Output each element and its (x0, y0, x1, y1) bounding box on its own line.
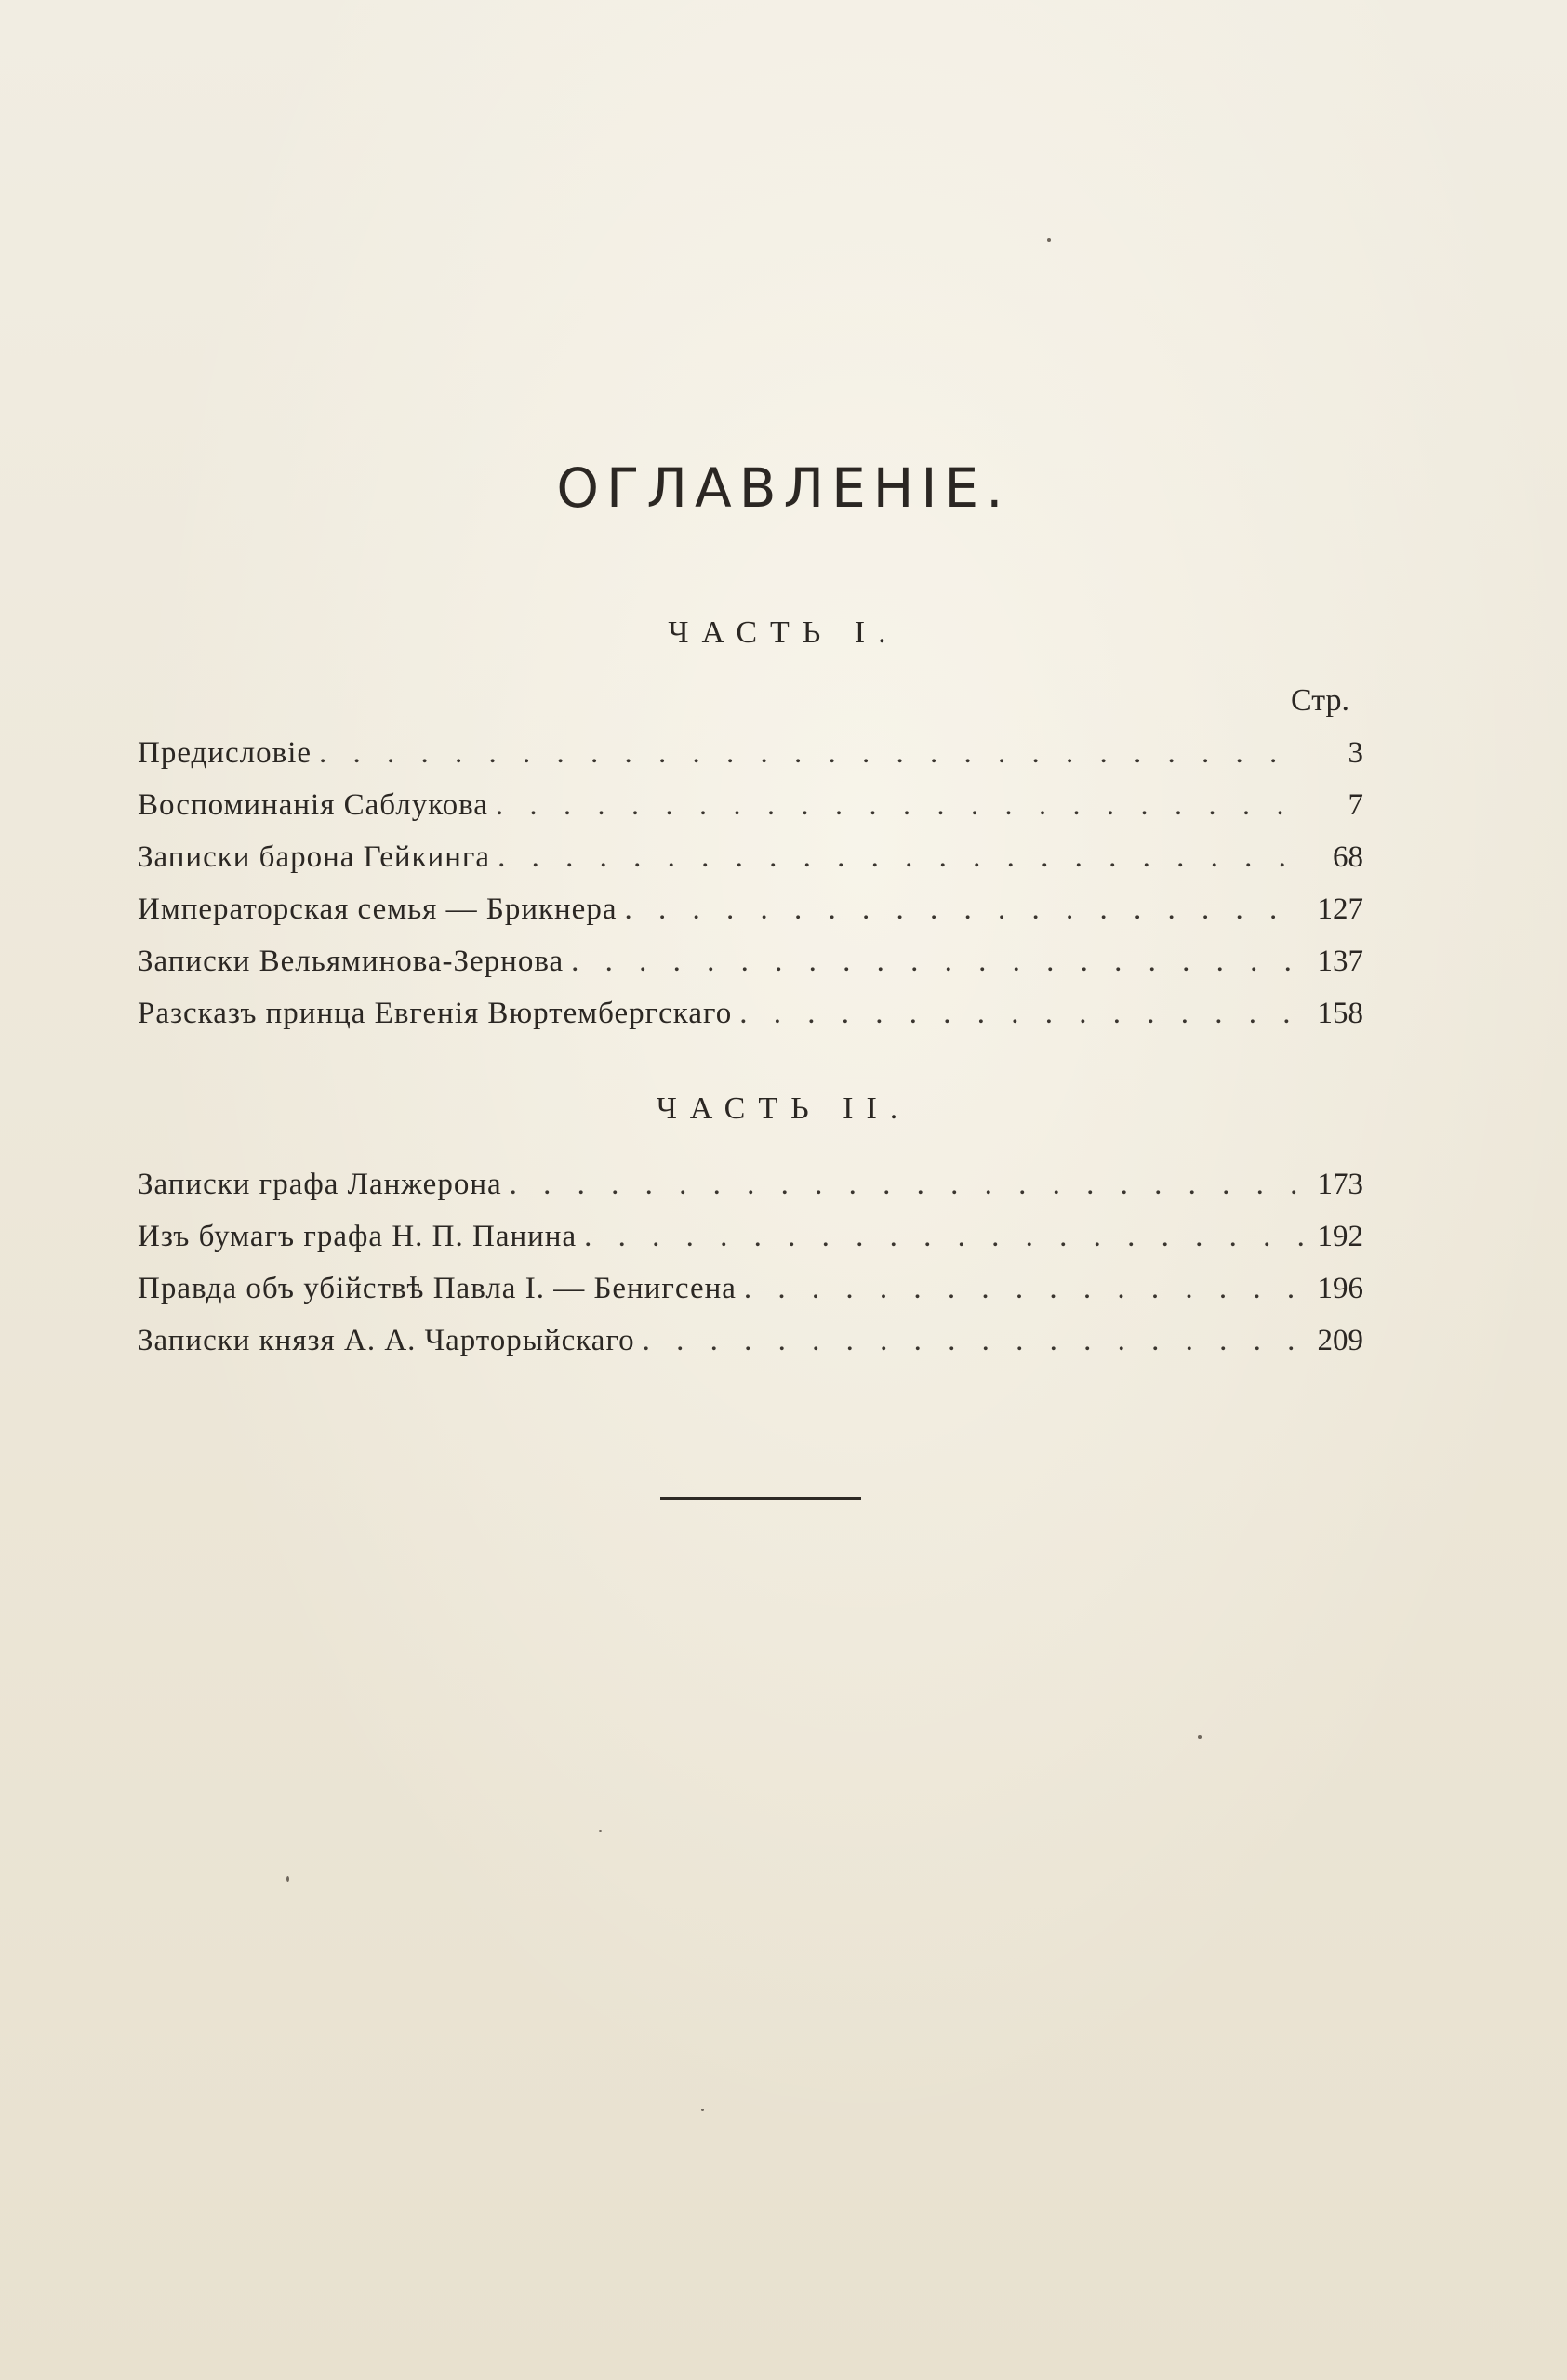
toc-entry (138, 1210, 1363, 1263)
toc-entry-title: Записки князя А. А. Чарторыйскаго (138, 1324, 635, 1357)
toc-entry-title: Разсказъ принца Евгенія Вюртембергскаго (138, 997, 733, 1030)
dot-leader (496, 779, 1304, 831)
toc-entry-page: 68 (1333, 840, 1363, 874)
toc-entry-title: Воспоминанія Саблукова (138, 788, 488, 822)
dot-leader (739, 987, 1304, 1039)
paper-speck (1047, 238, 1051, 242)
closing-rule (660, 1497, 861, 1500)
toc-entry-title: Записки графа Ланжерона (138, 1168, 502, 1201)
toc-entry (138, 987, 1363, 1039)
dot-leader (744, 1263, 1304, 1315)
dot-leader (498, 831, 1304, 883)
paper-speck (286, 1876, 289, 1882)
page-title: ОГЛАВЛЕНІЕ. (556, 456, 1011, 520)
toc-entry (138, 883, 1363, 935)
toc-entry-page: 192 (1317, 1220, 1363, 1253)
toc-entry-page: 127 (1317, 892, 1363, 926)
toc-entry (138, 1315, 1363, 1367)
toc-entry (138, 1158, 1363, 1210)
part-heading-2: ЧАСТЬ II. (656, 1091, 911, 1126)
toc-entry-page: 173 (1317, 1168, 1363, 1201)
toc-entry (138, 935, 1363, 987)
paper-speck (701, 2109, 704, 2111)
toc-list-part-1 (138, 727, 1363, 1039)
dot-leader (643, 1315, 1304, 1367)
toc-entry (138, 727, 1363, 779)
toc-list-part-2 (138, 1158, 1363, 1367)
dot-leader (319, 727, 1304, 779)
toc-entry (138, 1263, 1363, 1315)
toc-entry-page: 3 (1348, 736, 1363, 770)
toc-entry-page: 137 (1317, 945, 1363, 978)
toc-entry-page: 196 (1317, 1272, 1363, 1305)
toc-entry (138, 831, 1363, 883)
dot-leader (571, 935, 1304, 987)
toc-entry-page: 209 (1317, 1324, 1363, 1357)
dot-leader (624, 883, 1304, 935)
toc-entry-title: Правда объ убійствѣ Павла I. — Бенигсена (138, 1272, 737, 1305)
paper-speck (599, 1830, 602, 1832)
toc-entry-page: 7 (1348, 788, 1363, 822)
toc-entry-title: Записки Вельяминова-Зернова (138, 945, 564, 978)
toc-entry-page: 158 (1317, 997, 1363, 1030)
pages-column-label: Стр. (1291, 683, 1350, 718)
toc-entry-title: Императорская семья — Брикнера (138, 892, 618, 926)
dot-leader (584, 1210, 1304, 1263)
toc-entry (138, 779, 1363, 831)
dot-leader (510, 1158, 1304, 1210)
paper-speck (1198, 1735, 1202, 1739)
toc-entry-title: Записки барона Гейкинга (138, 840, 491, 874)
toc-entry-title: Предисловіе (138, 736, 312, 770)
part-heading-1: ЧАСТЬ I. (668, 615, 899, 650)
toc-entry-title: Изъ бумагъ графа Н. П. Панина (138, 1220, 578, 1253)
